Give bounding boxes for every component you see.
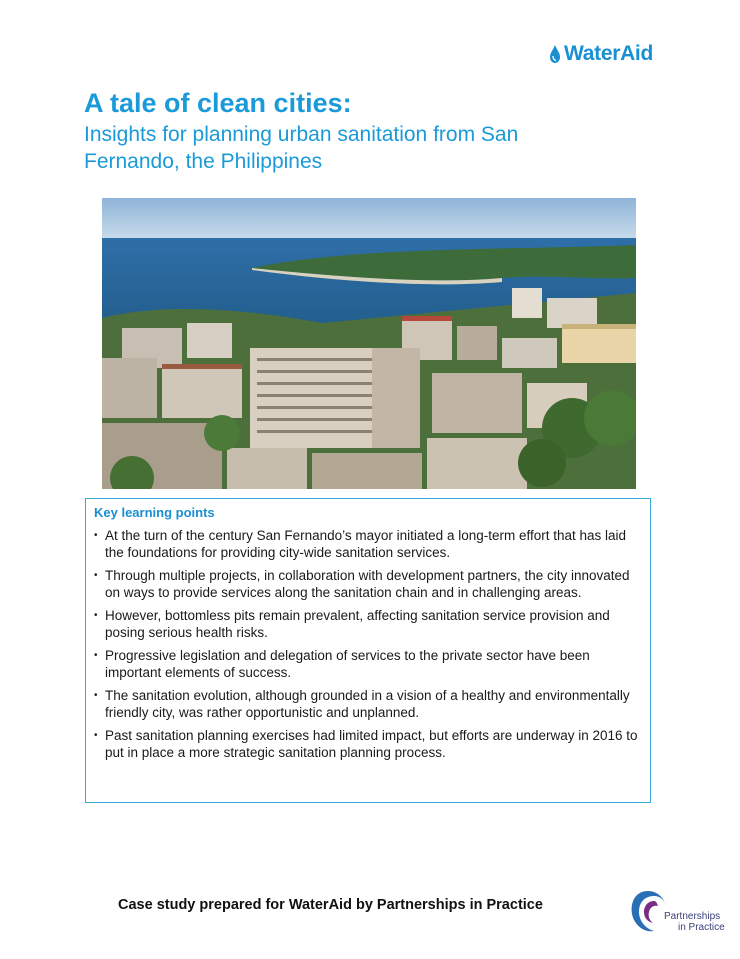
partner-logo-line1: Partnerships bbox=[664, 911, 721, 922]
partnerships-in-practice-logo bbox=[627, 887, 737, 947]
list-item: • Progressive legislation and delegation of services to the private sector have been important elements of success. bbox=[94, 647, 640, 681]
water-drop-icon bbox=[548, 44, 562, 64]
list-item: • Past sanitation planning exercises had limited impact, but efforts are underway in 2016 to put in place a more strategic sanitation planning process. bbox=[94, 727, 640, 761]
key-points-heading: Key learning points bbox=[94, 505, 215, 520]
city-photo bbox=[102, 198, 636, 489]
partner-logo-line2: in Practice bbox=[678, 922, 725, 933]
key-points-list bbox=[94, 527, 640, 761]
list-item: • The sanitation evolution, although grounded in a vision of a healthy and environmentally friendly city, was rather opportunistic and unplanned. bbox=[94, 687, 640, 721]
list-item: • However, bottomless pits remain prevalent, affecting sanitation service provision and posing serious health risks. bbox=[94, 607, 640, 641]
swirl-icon bbox=[627, 887, 669, 939]
logo-text: WaterAid bbox=[564, 42, 653, 65]
list-item: • At the turn of the century San Fernando’s mayor initiated a long-term effort that has laid the foundations for providing city-wide sanitation services. bbox=[94, 527, 640, 561]
partner-logo-text bbox=[664, 911, 725, 933]
footer-caption: Case study prepared for WaterAid by Partnerships in Practice bbox=[118, 897, 543, 913]
key-learning-points-box bbox=[85, 498, 651, 803]
wateraid-logo bbox=[548, 40, 653, 68]
page-title: A tale of clean cities: bbox=[84, 88, 352, 118]
list-item: • Through multiple projects, in collaboration with development partners, the city innovated on ways to provide services along the sanitation chain and in challenging areas. bbox=[94, 567, 640, 601]
page-subtitle: Insights for planning urban sanitation from San Fernando, the Philippines bbox=[84, 123, 519, 173]
